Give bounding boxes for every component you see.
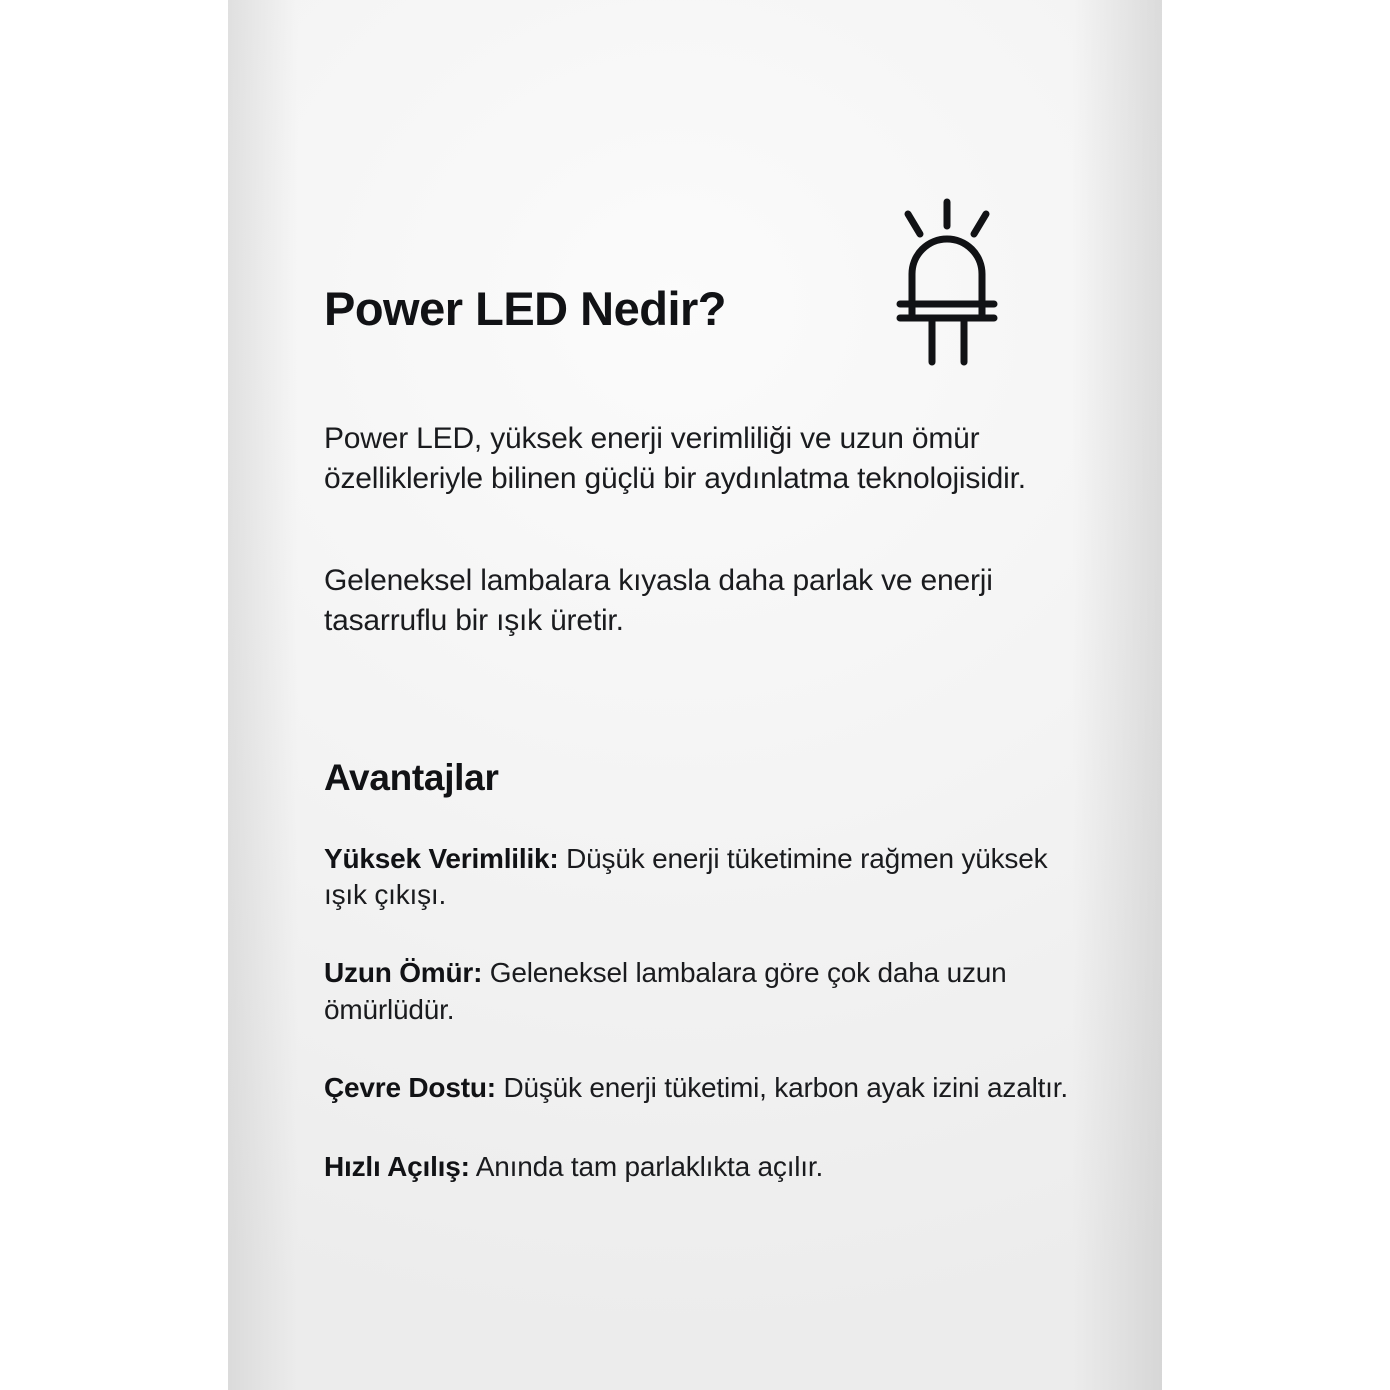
intro-paragraph-1: Power LED, yüksek enerji verimliliği ve uzun ömür özellikleriyle bilinen güçlü bir aydınlatma teknolojisidir. xyxy=(324,422,1026,495)
advantage-label: Yüksek Verimlilik: xyxy=(324,842,559,874)
advantage-label: Çevre Dostu: xyxy=(324,1072,496,1104)
advantage-text: Geleneksel lambalara göre çok daha uzun ömürlüdür. xyxy=(324,957,1007,1025)
led-lamp-icon xyxy=(872,196,1022,371)
advantages-list xyxy=(324,841,1084,1185)
page-title: Power LED Nedir? xyxy=(324,282,727,335)
title-row xyxy=(324,196,1084,381)
list-item xyxy=(324,955,1084,1028)
advantage-text: Düşük enerji tüketimine rağmen yüksek ışık çıkışı. xyxy=(324,842,1048,910)
content-column xyxy=(324,196,1084,1185)
list-item xyxy=(324,841,1084,914)
advantage-text: Anında tam parlaklıkta açılır. xyxy=(469,1150,824,1182)
section-title-advantages: Avantajlar xyxy=(324,756,499,798)
intro-paragraph-2: Geleneksel lambalara kıyasla daha parlak ve enerji tasarruflu bir ışık üretir. xyxy=(324,563,993,637)
advantage-text: Düşük enerji tüketimi, karbon ayak izini azaltır. xyxy=(495,1072,1068,1104)
list-item xyxy=(324,1149,1084,1185)
content-panel xyxy=(228,0,1162,1390)
advantage-label: Uzun Ömür: xyxy=(324,957,483,989)
advantage-label: Hızlı Açılış: xyxy=(324,1150,470,1182)
list-item xyxy=(324,1070,1084,1106)
